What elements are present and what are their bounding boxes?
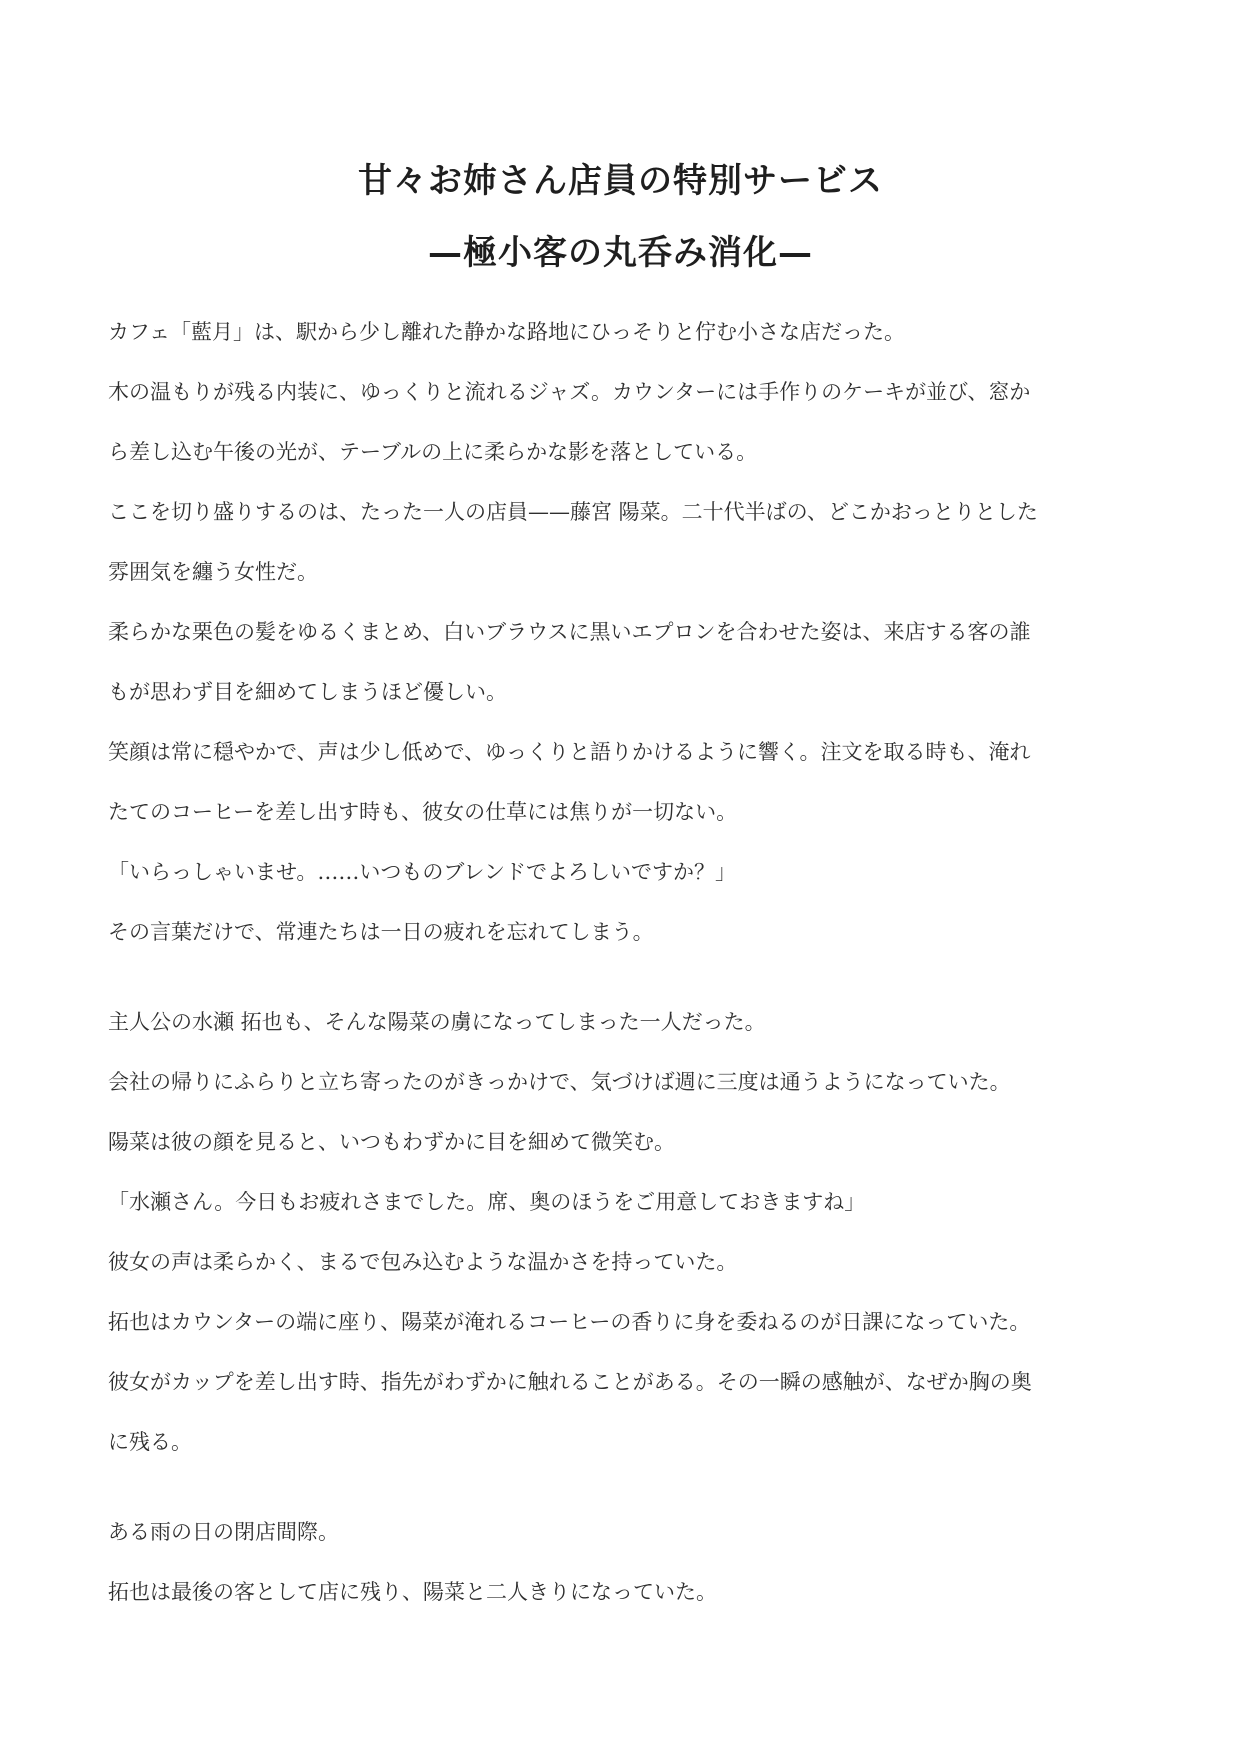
- document-title: 甘々お姉さん店員の特別サービス: [358, 161, 883, 201]
- paragraph-line: 彼女がカップを差し出す時、指先がわずかに触れることがある。その一瞬の感触が、なぜか胸の奥: [108, 1370, 1032, 1394]
- paragraph-line: 笑顔は常に穏やかで、声は少し低めで、ゆっくりと語りかけるように響く。注文を取る時も、淹れ: [108, 740, 1031, 764]
- paragraph-line: 拓也はカウンターの端に座り、陽菜が淹れるコーヒーの香りに身を委ねるのが日課になっていた。: [108, 1310, 1031, 1334]
- paragraph-line: 木の温もりが残る内装に、ゆっくりと流れるジャズ。カウンターには手作りのケーキが並び、窓か: [108, 380, 1031, 404]
- paragraph-line: ら差し込む午後の光が、テーブルの上に柔らかな影を落としている。: [108, 440, 758, 464]
- paragraph-line: に残る。: [108, 1430, 192, 1454]
- section-gap: [108, 1472, 1138, 1502]
- title-block: [0, 145, 1241, 289]
- paragraph-line: ある雨の日の閉店間際。: [108, 1520, 339, 1544]
- paragraph-line: カフェ「藍月」は、駅から少し離れた静かな路地にひっそりと佇む小さな店だった。: [108, 320, 905, 344]
- paragraph-line: 柔らかな栗色の髪をゆるくまとめ、白いブラウスに黒いエプロンを合わせた姿は、来店する客の誰: [108, 620, 1031, 644]
- paragraph-line: たてのコーヒーを差し出す時も、彼女の仕草には焦りが一切ない。: [108, 800, 738, 824]
- paragraph-line: 陽菜は彼の顔を見ると、いつもわずかに目を細めて微笑む。: [108, 1130, 675, 1154]
- dialogue-line: 「いらっしゃいませ。……いつものブレンドでよろしいですか？」: [108, 860, 737, 884]
- body-text: [108, 302, 1138, 1622]
- paragraph-line: その言葉だけで、常連たちは一日の疲れを忘れてしまう。: [108, 920, 654, 944]
- dialogue-line: 「水瀬さん。今日もお疲れさまでした。席、奥のほうをご用意しておきますね」: [108, 1190, 866, 1214]
- paragraph-line: 拓也は最後の客として店に残り、陽菜と二人きりになっていた。: [108, 1580, 717, 1604]
- paragraph-line: 主人公の水瀬 拓也も、そんな陽菜の虜になってしまった一人だった。: [108, 1010, 766, 1034]
- paragraph-line: 彼女の声は柔らかく、まるで包み込むような温かさを持っていた。: [108, 1250, 738, 1274]
- paragraph-line: 雰囲気を纏う女性だ。: [108, 560, 318, 584]
- paragraph-line: ここを切り盛りするのは、たった一人の店員——藤宮 陽菜。二十代半ばの、どこかおっとりとした: [108, 500, 1038, 524]
- paragraph-line: 会社の帰りにふらりと立ち寄ったのがきっかけで、気づけば週に三度は通うようになっていた。: [108, 1070, 1011, 1094]
- section-gap: [108, 962, 1138, 992]
- document-subtitle: —極小客の丸呑み消化—: [428, 233, 813, 273]
- paragraph-line: もが思わず目を細めてしまうほど優しい。: [108, 680, 507, 704]
